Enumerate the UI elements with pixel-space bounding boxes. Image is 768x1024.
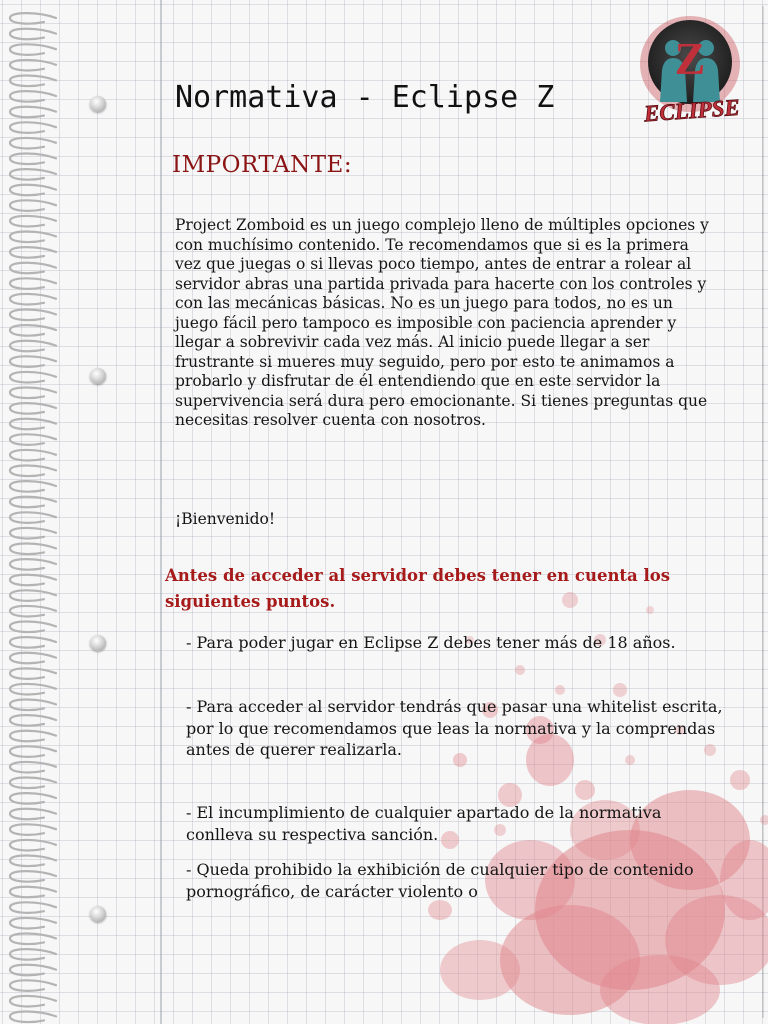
intro-paragraph: Project Zomboid es un juego complejo lleno de múltiples opciones y con muchísimo contenido. Te recomendamos que si es la primera vez que juegas o si llevas poco tiempo, antes de entrar a rolear al servidor abras una partida privada para hacerte con los controles y con las mecánicas básicas. No es un juego para todos, no es un juego fácil pero tampoco es imposible con paciencia aprender y llegar a sobrevivir cada vez más. Al inicio puede llegar a ser frustrante si mueres muy seguido, pero por esto te animamos a probarlo y disfrutar de él entendiendo que en este servidor la supervivencia será dura pero emocionante. Si tienes preguntas que necesitas resolver cuenta con nosotros. xyxy=(175,216,709,429)
rule-item: - Queda prohibido la exhibición de cualquier tipo de contenido pornográfico, de carácter violento o xyxy=(186,860,694,901)
rule-item: - Para poder jugar en Eclipse Z debes tener más de 18 años. xyxy=(186,633,676,652)
logo-letter: Z xyxy=(674,33,706,84)
welcome-text: ¡Bienvenido! xyxy=(175,510,276,528)
important-heading: IMPORTANTE: xyxy=(172,152,353,178)
page-title: Normativa - Eclipse Z xyxy=(175,80,555,115)
rule-item: - El incumplimiento de cualquier apartado de la normativa conlleva su respectiva sanción. xyxy=(186,803,662,844)
requirements-heading: Antes de acceder al servidor debes tener en cuenta los siguientes puntos. xyxy=(165,566,671,611)
rule-item: - Para acceder al servidor tendrás que pasar una whitelist escrita, por lo que recomendamos que leas la normativa y la comprendas antes de querer realizarla. xyxy=(186,697,723,759)
logo-text: ECLIPSE xyxy=(643,94,741,127)
